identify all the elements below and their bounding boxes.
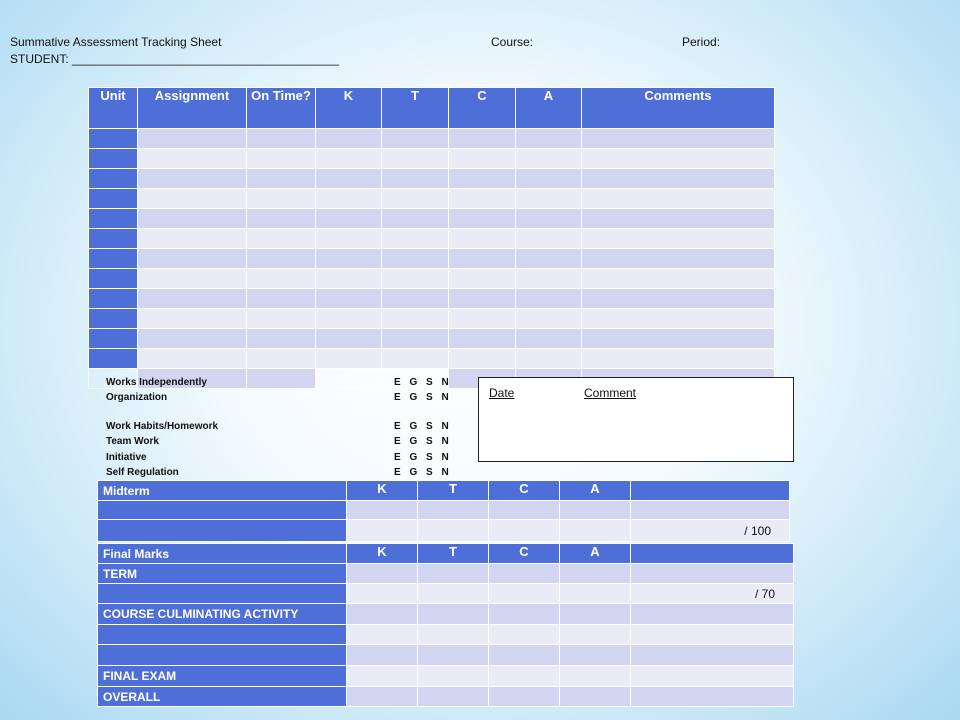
table-cell[interactable]: [382, 209, 449, 229]
table-cell[interactable]: [516, 309, 582, 329]
table-cell[interactable]: [489, 687, 560, 707]
table-cell[interactable]: [489, 584, 560, 604]
table-cell[interactable]: [560, 584, 631, 604]
row-label: COURSE CULMINATING ACTIVITY: [98, 604, 347, 625]
col-on-time: On Time?: [247, 88, 316, 129]
final-marks-table: [97, 543, 794, 707]
table-row: [89, 149, 775, 169]
student-label: STUDENT: ________________________________________: [10, 52, 339, 66]
table-cell[interactable]: [489, 666, 560, 687]
table-cell[interactable]: [316, 369, 382, 389]
table-cell[interactable]: [582, 269, 775, 289]
table-row: [89, 169, 775, 189]
unit-cell[interactable]: [89, 269, 138, 289]
table-cell[interactable]: [582, 129, 775, 149]
midterm-header-row: [98, 481, 790, 501]
table-cell[interactable]: [560, 666, 631, 687]
table-row: [98, 584, 794, 604]
table-row: [98, 604, 794, 625]
table-cell[interactable]: [582, 249, 775, 269]
table-cell[interactable]: [347, 564, 418, 584]
table-cell[interactable]: [449, 209, 516, 229]
table-cell[interactable]: [138, 189, 247, 209]
unit-cell[interactable]: [89, 249, 138, 269]
unit-cell[interactable]: [89, 329, 138, 349]
table-cell[interactable]: [560, 564, 631, 584]
col-comments: Comments: [582, 88, 775, 129]
table-row: [98, 687, 794, 707]
row-label: [98, 501, 347, 520]
assessment-header-row: [89, 88, 775, 129]
skill-label: Initiative: [106, 452, 147, 463]
midterm-col-a: A: [560, 481, 631, 501]
table-cell[interactable]: [347, 666, 418, 687]
unit-cell[interactable]: [89, 189, 138, 209]
table-cell[interactable]: [560, 501, 631, 520]
table-cell[interactable]: [449, 229, 516, 249]
table-cell[interactable]: [247, 349, 316, 369]
final-header-row: [98, 544, 794, 564]
table-cell[interactable]: [560, 625, 631, 645]
table-cell[interactable]: [449, 169, 516, 189]
table-cell[interactable]: [449, 349, 516, 369]
table-cell[interactable]: [138, 149, 247, 169]
table-cell[interactable]: [560, 604, 631, 625]
table-cell[interactable]: [316, 329, 382, 349]
table-row: [98, 501, 790, 520]
table-cell[interactable]: [347, 604, 418, 625]
table-cell[interactable]: [489, 564, 560, 584]
final-title: Final Marks: [98, 544, 347, 564]
skill-scale: E G S N: [394, 392, 452, 403]
unit-cell[interactable]: [89, 129, 138, 149]
skill-label: Organization: [106, 392, 168, 403]
table-cell[interactable]: [582, 149, 775, 169]
table-cell[interactable]: [347, 501, 418, 520]
table-cell[interactable]: [138, 309, 247, 329]
table-row: [89, 209, 775, 229]
skill-scale: E G S N: [394, 452, 452, 463]
table-cell[interactable]: [247, 129, 316, 149]
table-cell[interactable]: [247, 249, 316, 269]
table-cell[interactable]: [418, 564, 489, 584]
table-cell[interactable]: [516, 229, 582, 249]
table-cell[interactable]: [347, 687, 418, 707]
table-cell[interactable]: [631, 687, 794, 707]
table-cell[interactable]: [560, 645, 631, 666]
table-cell[interactable]: [449, 329, 516, 349]
table-cell[interactable]: [316, 189, 382, 209]
table-row: [89, 289, 775, 309]
table-cell[interactable]: [347, 625, 418, 645]
table-cell[interactable]: [631, 604, 794, 625]
table-cell[interactable]: [138, 169, 247, 189]
table-cell[interactable]: [489, 645, 560, 666]
table-cell[interactable]: [382, 129, 449, 149]
table-cell[interactable]: [560, 520, 631, 542]
table-cell[interactable]: [449, 289, 516, 309]
table-cell[interactable]: [582, 229, 775, 249]
table-cell[interactable]: [138, 229, 247, 249]
table-cell[interactable]: [418, 666, 489, 687]
table-row: [98, 645, 794, 666]
table-cell[interactable]: [247, 169, 316, 189]
table-cell[interactable]: [418, 687, 489, 707]
table-cell[interactable]: [560, 687, 631, 707]
table-cell[interactable]: [631, 666, 794, 687]
skill-label: Work Habits/Homework: [106, 421, 219, 432]
period-label: Period:: [682, 35, 721, 49]
skill-scale: E G S N: [394, 377, 452, 388]
table-cell[interactable]: [582, 349, 775, 369]
row-label: [98, 520, 347, 542]
table-cell[interactable]: [316, 169, 382, 189]
final-col-a: A: [560, 544, 631, 564]
table-cell[interactable]: [138, 249, 247, 269]
unit-cell[interactable]: [89, 289, 138, 309]
table-cell[interactable]: [138, 269, 247, 289]
table-row: [98, 564, 794, 584]
unit-cell[interactable]: [89, 349, 138, 369]
table-cell[interactable]: [449, 249, 516, 269]
unit-cell[interactable]: [89, 169, 138, 189]
table-cell[interactable]: [247, 209, 316, 229]
table-cell[interactable]: [418, 625, 489, 645]
row-label: FINAL EXAM: [98, 666, 347, 687]
table-cell[interactable]: [489, 520, 560, 542]
table-cell[interactable]: [631, 645, 794, 666]
unit-cell[interactable]: [89, 309, 138, 329]
table-cell[interactable]: [516, 349, 582, 369]
col-unit: Unit: [89, 88, 138, 129]
table-cell[interactable]: [449, 309, 516, 329]
table-cell[interactable]: [382, 349, 449, 369]
table-cell[interactable]: [382, 169, 449, 189]
table-cell[interactable]: [382, 229, 449, 249]
col-c: C: [449, 88, 516, 129]
table-cell[interactable]: [316, 149, 382, 169]
table-cell[interactable]: [489, 625, 560, 645]
table-cell[interactable]: [138, 129, 247, 149]
table-cell[interactable]: [247, 369, 316, 389]
course-label: Course:: [491, 35, 534, 49]
table-cell[interactable]: [516, 289, 582, 309]
table-cell[interactable]: [449, 269, 516, 289]
table-cell[interactable]: [347, 584, 418, 604]
skill-label: Works Independently: [106, 377, 207, 388]
comment-label: Comment: [584, 386, 637, 400]
table-cell[interactable]: [516, 249, 582, 269]
table-cell[interactable]: [516, 329, 582, 349]
table-cell[interactable]: [631, 625, 794, 645]
table-row: [89, 309, 775, 329]
final-col-t: T: [418, 544, 489, 564]
table-cell[interactable]: [582, 309, 775, 329]
table-cell[interactable]: [582, 189, 775, 209]
table-row: [89, 129, 775, 149]
table-cell[interactable]: [247, 309, 316, 329]
table-cell[interactable]: [516, 129, 582, 149]
table-cell[interactable]: [382, 289, 449, 309]
table-cell[interactable]: [138, 289, 247, 309]
table-row: [98, 666, 794, 687]
table-cell[interactable]: [582, 329, 775, 349]
midterm-col-c: C: [489, 481, 560, 501]
table-cell[interactable]: [247, 189, 316, 209]
table-cell[interactable]: [316, 289, 382, 309]
table-cell[interactable]: [382, 189, 449, 209]
midterm-table: [97, 480, 790, 542]
midterm-col-t: T: [418, 481, 489, 501]
table-row: [89, 349, 775, 369]
skill-scale: E G S N: [394, 436, 452, 447]
table-cell[interactable]: [449, 129, 516, 149]
midterm-col-k: K: [347, 481, 418, 501]
table-row: [89, 189, 775, 209]
final-col-c: C: [489, 544, 560, 564]
table-cell[interactable]: [316, 269, 382, 289]
table-cell[interactable]: [347, 520, 418, 542]
table-row: [89, 229, 775, 249]
table-cell[interactable]: [516, 209, 582, 229]
row-label: TERM: [98, 564, 347, 584]
assessment-table: [88, 87, 775, 389]
table-row: [89, 269, 775, 289]
col-a: A: [516, 88, 582, 129]
sheet-title: Summative Assessment Tracking Sheet: [10, 35, 222, 49]
row-label: [98, 584, 347, 604]
skill-label: Self Regulation: [106, 467, 179, 478]
table-cell[interactable]: [582, 169, 775, 189]
table-cell[interactable]: [138, 209, 247, 229]
skill-scale: E G S N: [394, 467, 452, 478]
col-assignment: Assignment: [138, 88, 247, 129]
row-label: [98, 625, 347, 645]
table-cell[interactable]: [489, 604, 560, 625]
table-cell[interactable]: [316, 349, 382, 369]
table-cell[interactable]: [516, 269, 582, 289]
date-label: Date: [489, 386, 515, 400]
table-cell[interactable]: [382, 269, 449, 289]
table-cell[interactable]: [516, 149, 582, 169]
table-row: [89, 249, 775, 269]
table-cell[interactable]: [449, 189, 516, 209]
table-cell[interactable]: [316, 309, 382, 329]
table-cell[interactable]: [247, 289, 316, 309]
table-cell[interactable]: [582, 289, 775, 309]
table-cell[interactable]: [516, 169, 582, 189]
unit-cell[interactable]: [89, 229, 138, 249]
unit-cell[interactable]: [89, 149, 138, 169]
table-cell[interactable]: [247, 229, 316, 249]
table-cell[interactable]: [316, 229, 382, 249]
table-cell[interactable]: [516, 189, 582, 209]
table-cell[interactable]: [316, 249, 382, 269]
term-score[interactable]: / 70: [631, 584, 794, 604]
table-cell[interactable]: [582, 209, 775, 229]
comment-box[interactable]: [478, 377, 794, 462]
table-cell[interactable]: [418, 501, 489, 520]
table-cell[interactable]: [347, 645, 418, 666]
table-cell[interactable]: [631, 564, 794, 584]
table-cell[interactable]: [382, 149, 449, 169]
table-row: [98, 625, 794, 645]
unit-cell[interactable]: [89, 209, 138, 229]
table-cell[interactable]: [247, 329, 316, 349]
table-cell[interactable]: [138, 349, 247, 369]
row-label: [98, 645, 347, 666]
final-col-total: [631, 544, 794, 564]
table-cell[interactable]: [382, 309, 449, 329]
table-row: [98, 520, 790, 542]
final-col-k: K: [347, 544, 418, 564]
table-cell[interactable]: [631, 501, 790, 520]
table-cell[interactable]: [449, 149, 516, 169]
table-cell[interactable]: [418, 520, 489, 542]
table-cell[interactable]: [316, 209, 382, 229]
row-label: OVERALL: [98, 687, 347, 707]
table-cell[interactable]: [418, 584, 489, 604]
table-cell[interactable]: [247, 269, 316, 289]
table-cell[interactable]: [316, 129, 382, 149]
table-cell[interactable]: [489, 501, 560, 520]
col-k: K: [316, 88, 382, 129]
table-cell[interactable]: [138, 329, 247, 349]
table-cell[interactable]: [382, 249, 449, 269]
skill-label: Team Work: [106, 436, 159, 447]
table-row: [89, 329, 775, 349]
col-t: T: [382, 88, 449, 129]
midterm-col-total: [631, 481, 790, 501]
midterm-title: Midterm: [98, 481, 347, 501]
table-cell[interactable]: [418, 604, 489, 625]
skill-scale: E G S N: [394, 421, 452, 432]
table-cell[interactable]: [382, 329, 449, 349]
table-cell[interactable]: [247, 149, 316, 169]
midterm-score[interactable]: / 100: [631, 520, 790, 542]
table-cell[interactable]: [418, 645, 489, 666]
